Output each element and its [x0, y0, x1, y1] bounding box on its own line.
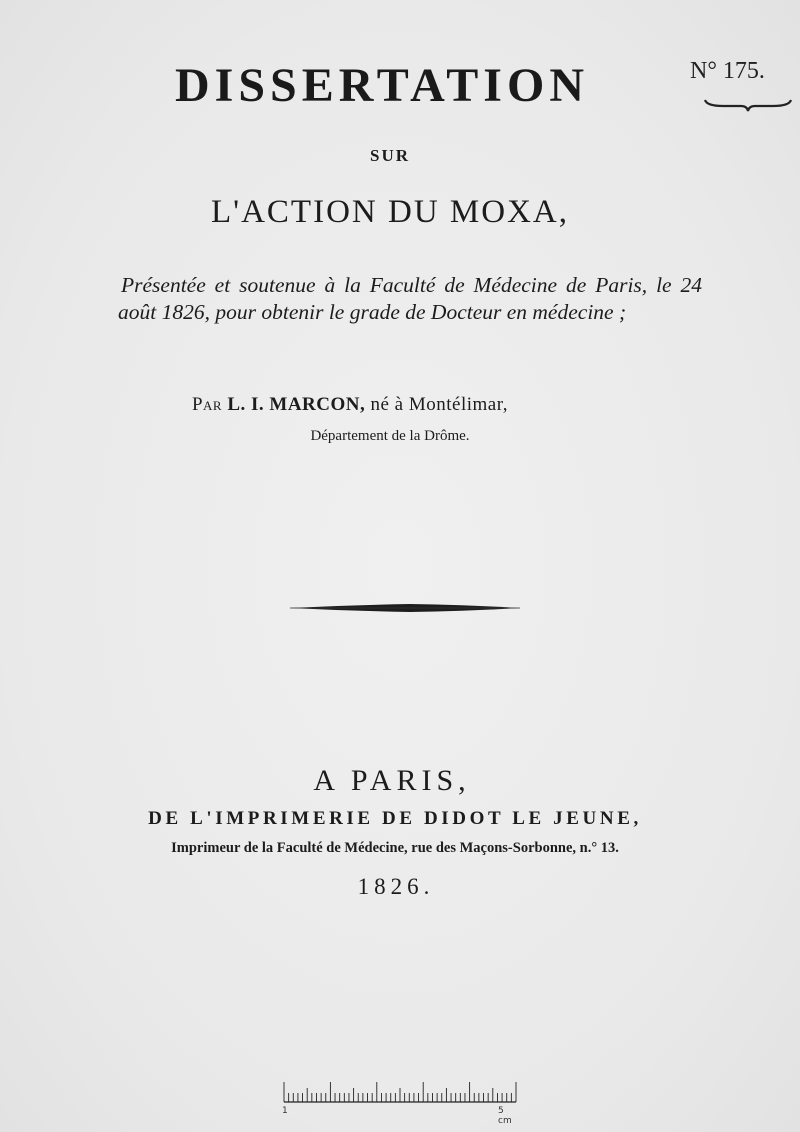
publication-year: 1826.: [357, 874, 435, 899]
ornamental-rule: [290, 602, 520, 614]
author-name: L. I. MARCON,: [227, 394, 366, 415]
scale-bar-start-label: 1: [282, 1106, 288, 1116]
document-title: DISSERTATION: [175, 59, 589, 112]
author-birthplace: né à Montélimar,: [370, 394, 509, 415]
author-line: [0, 394, 750, 416]
printer-address: Imprimeur de la Faculté de Médecine, rue des Maçons-Sorbonne, n.° 13.: [171, 840, 619, 856]
publication-city: A PARIS,: [313, 764, 471, 797]
printer-house: DE L'IMPRIMERIE DE DIDOT LE JEUNE,: [148, 808, 642, 829]
author-prefix: Par: [191, 394, 223, 415]
document-number: N° 175.: [690, 58, 765, 84]
scale-bar-end-label: 5 cm: [498, 1106, 512, 1126]
brace-underline-icon: [703, 96, 793, 112]
scale-bar-ruler: [280, 1078, 520, 1108]
document-subtitle: L'ACTION DU MOXA,: [210, 194, 569, 230]
scale-bar: [280, 1078, 520, 1126]
author-department: Département de la Drôme.: [310, 428, 470, 444]
document-connector: SUR: [369, 146, 410, 165]
document-description: Présentée et soutenue à la Faculté de Médecine de Paris, le 24 août 1826, pour obtenir le grade de Docteur en médecine ;: [118, 273, 702, 324]
